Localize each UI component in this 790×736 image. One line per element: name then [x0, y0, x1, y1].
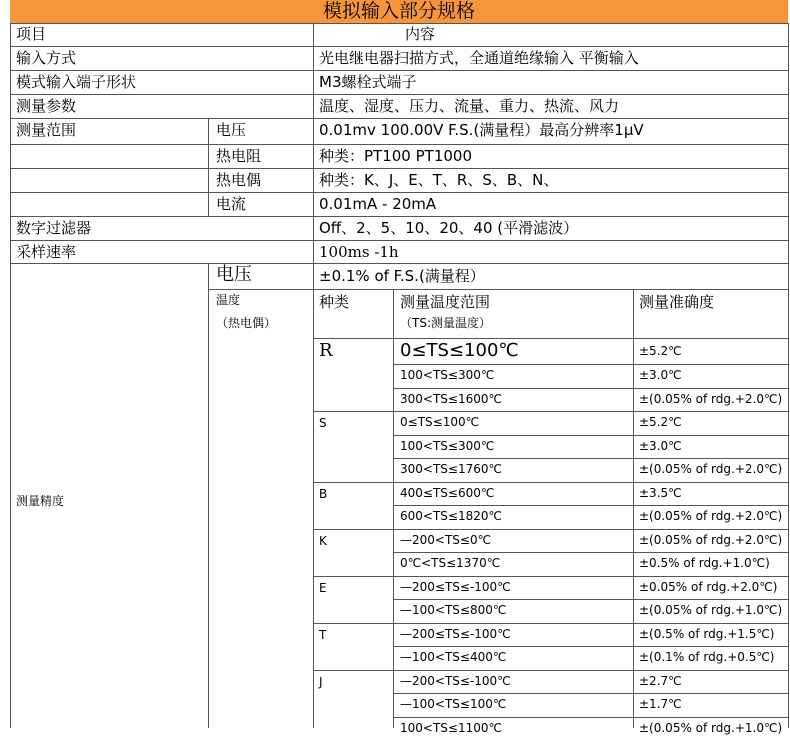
row-label-params: 测量参数: [16, 97, 77, 115]
tc-type-name: K: [319, 533, 327, 548]
tc-range: 400≤TS≤600℃: [400, 485, 495, 500]
table-rule: [393, 693, 788, 694]
row-label-sampling: 采样速率: [16, 243, 77, 261]
range-sub-value: 0.01mA - 20mA: [319, 195, 437, 213]
tc-range: 100<TS≤300℃: [400, 438, 495, 453]
range-sub-label: 热电偶: [216, 171, 262, 189]
tc-accuracy: ±0.5% of rdg.+1.0℃): [639, 556, 770, 570]
tc-accuracy: ±3.0℃: [639, 438, 682, 453]
col-type-header: 种类: [319, 293, 350, 311]
tc-range: —200≤TS≤-100℃: [400, 579, 511, 594]
row-value-input-mode: 光电继电器扫描方式，全通道绝缘输入 平衡输入: [319, 49, 639, 67]
table-rule: [10, 263, 788, 264]
range-sub-label: 热电阻: [216, 147, 262, 165]
table-rule: [393, 505, 788, 506]
table-rule: [10, 23, 788, 24]
row-label-range: 测量范围: [16, 121, 77, 139]
range-sub-label: 电压: [216, 121, 247, 139]
tc-accuracy: ±(0.5% of rdg.+1.5℃): [639, 626, 775, 641]
tc-accuracy: ±(0.05% of rdg.+2.0℃): [639, 509, 783, 523]
table-rule: [393, 599, 788, 600]
table-rule: [10, 240, 788, 241]
table-title: 模拟输入部分规格: [10, 0, 788, 23]
tc-type-name: T: [319, 627, 327, 642]
tc-range: —200<TS≤-100℃: [400, 673, 511, 688]
table-rule: [10, 118, 788, 119]
tc-accuracy: ±2.7℃: [639, 673, 682, 688]
col-accuracy-header: 测量准确度: [639, 293, 715, 311]
table-rule: [393, 717, 788, 718]
tc-range: —100<TS≤400℃: [400, 650, 507, 664]
tc-accuracy: ±0.05% of rdg.+2.0℃): [639, 579, 778, 594]
tc-range: —200≤TS≤-100℃: [400, 626, 511, 641]
table-rule: [10, 23, 11, 728]
tc-type-name: R: [319, 340, 333, 361]
table-rule: [10, 144, 788, 145]
table-rule: [313, 670, 788, 671]
tc-range: 300<TS≤1600℃: [400, 391, 502, 406]
tc-accuracy: ±1.7℃: [639, 697, 682, 711]
table-rule: [10, 216, 788, 217]
table-rule: [633, 289, 634, 728]
table-rule: [10, 70, 788, 71]
table-rule: [393, 435, 788, 436]
range-sub-value: 种类：K、J、E、T、R、S、B、N、: [319, 171, 559, 189]
table-rule: [313, 576, 788, 577]
table-rule: [393, 552, 788, 553]
tc-range: —100<TS≤100℃: [400, 697, 507, 711]
table-rule: [10, 192, 788, 193]
range-sub-label: 电流: [216, 195, 247, 213]
table-rule: [313, 529, 788, 530]
row-value-params: 温度、湿度、压力、流量、重力、热流、风力: [319, 97, 620, 115]
row-label-input-mode: 输入方式: [16, 49, 77, 67]
col-range-subheader: （TS:测量温度）: [400, 316, 491, 330]
tc-range: 300<TS≤1760℃: [400, 462, 502, 476]
tc-range: 100<TS≤300℃: [400, 368, 495, 382]
tc-range: —200<TS≤0℃: [400, 532, 492, 547]
table-rule: [208, 289, 788, 290]
row-label-terminal: 模式输入端子形状: [16, 73, 137, 91]
tc-accuracy: ±5.2℃: [639, 415, 682, 429]
tc-type-name: J: [319, 674, 323, 689]
range-sub-value: 0.01mv 100.00V F.S.(满量程）最高分辨率1μV: [319, 121, 644, 139]
table-rule: [393, 364, 788, 365]
accuracy-voltage-value: ±0.1% of F.S.(满量程）: [319, 267, 485, 285]
table-rule: [313, 623, 788, 624]
accuracy-voltage-label: 电压: [216, 264, 252, 285]
table-rule: [208, 263, 209, 728]
tc-accuracy: ±(0.05% of rdg.+2.0℃): [639, 391, 783, 406]
tc-range: 0≤TS≤100℃: [400, 415, 480, 429]
table-rule: [393, 458, 788, 459]
row-value-terminal: M3螺栓式端子: [319, 73, 417, 91]
table-rule: [313, 411, 788, 412]
header-item: 项目: [16, 25, 47, 43]
col-range-header: 测量温度范围: [400, 293, 491, 311]
table-rule: [313, 338, 788, 339]
range-sub-value: 种类：PT100 PT1000: [319, 147, 472, 165]
temp-sub-label: （热电偶）: [216, 316, 277, 330]
row-value-filter: Off、2、5、10、20、40 (平滑滤波）: [319, 219, 579, 237]
table-rule: [788, 23, 789, 728]
accuracy-label: 测量精度: [16, 494, 65, 508]
row-value-sampling: 100ms -1h: [319, 243, 399, 261]
tc-accuracy: ±(0.05% of rdg.+1.0℃): [639, 603, 783, 617]
table-rule: [10, 46, 788, 47]
table-rule: [393, 388, 788, 389]
tc-accuracy: ±(0.05% of rdg.+2.0℃): [639, 462, 783, 476]
tc-accuracy: ±(0.05% of rdg.+2.0℃): [639, 532, 783, 547]
tc-accuracy: ±3.5℃: [639, 485, 682, 500]
tc-accuracy: ±5.2℃: [639, 344, 682, 358]
tc-accuracy: ±(0.1% of rdg.+0.5℃): [639, 650, 775, 664]
tc-range: 0≤TS≤100℃: [400, 340, 519, 361]
row-label-filter: 数字过滤器: [16, 219, 92, 237]
tc-range: 100<TS≤1100℃: [400, 720, 502, 735]
tc-type-name: S: [319, 416, 327, 430]
tc-accuracy: ±3.0℃: [639, 368, 682, 382]
header-content: 内容: [405, 25, 436, 43]
temp-label: 温度: [216, 293, 241, 307]
table-rule: [313, 482, 788, 483]
table-rule: [393, 646, 788, 647]
table-rule: [208, 118, 209, 216]
tc-type-name: E: [319, 580, 327, 595]
tc-range: 0℃<TS≤1370℃: [400, 556, 501, 570]
table-rule: [10, 168, 788, 169]
table-rule: [10, 94, 788, 95]
tc-accuracy: ±(0.05% of rdg.+1.0℃): [639, 720, 783, 735]
table-rule: [393, 289, 394, 728]
tc-type-name: B: [319, 486, 328, 501]
tc-range: —100<TS≤800℃: [400, 603, 507, 617]
tc-range: 600<TS≤1820℃: [400, 509, 502, 523]
